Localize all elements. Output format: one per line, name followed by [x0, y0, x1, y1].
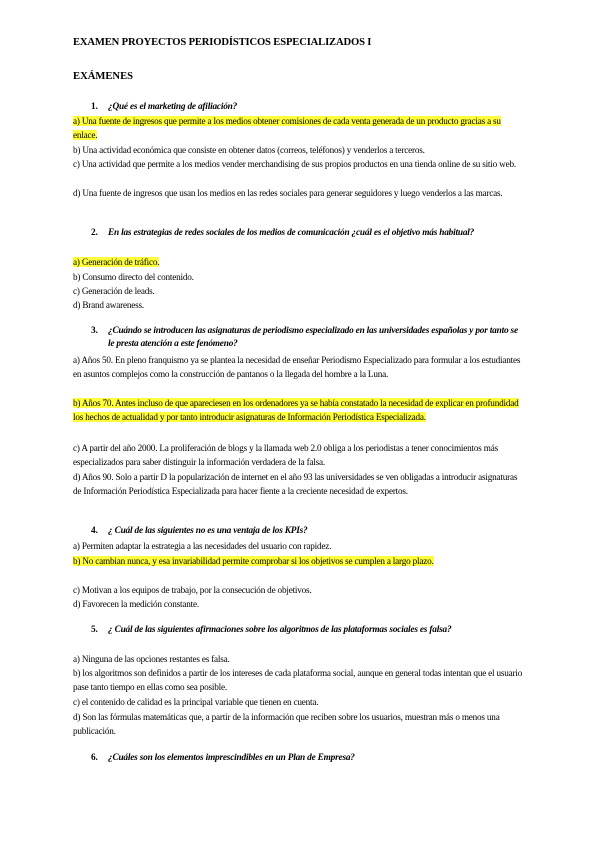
option-text: a) Permiten adaptar la estrategia a las necesidades del usuario con rapidez.: [73, 541, 332, 551]
question-2-option-c: [73, 284, 525, 298]
option-text: a) Generación de tráfico.: [73, 257, 160, 267]
question-number: 4.: [91, 526, 98, 536]
option-text: d) Una fuente de ingresos que usan los medios en las redes sociales para generar seguidores y luego venderlos a las marcas.: [73, 188, 503, 198]
question-5-option-d: [73, 710, 525, 739]
question-number: 3.: [91, 326, 98, 336]
question-3-heading: [91, 325, 523, 351]
option-text: c) Motivan a los equipos de trabajo, por la consecución de objetivos.: [73, 585, 312, 595]
section-title: EXÁMENES: [73, 71, 134, 82]
question-1-heading: [91, 101, 521, 114]
question-number: 5.: [91, 625, 98, 635]
question-3-option-b: [73, 396, 525, 425]
option-text: b) Consumo directo del contenido.: [73, 272, 194, 282]
question-1-option-a: [73, 114, 525, 143]
option-text: d) Años 90. Solo a partir D la popularización de internet en el año 93 las universidades se ven obligadas a introducir asignaturas de Información Periodística Especializada para hacer fiente a la creciente necesidad de expertos.: [73, 472, 518, 497]
question-text: En las estrategias de redes sociales de los medios de comunicación ¿cuál es el objetivo más habitual?: [108, 228, 475, 238]
option-text: b) No cambian nunca, y esa invariabilidad permite comprobar si los objetivos se cumplen a largo plazo.: [73, 556, 434, 566]
question-number: 2.: [91, 228, 98, 238]
question-2-option-b: [73, 270, 525, 284]
option-text: c) A partir del año 2000. La proliferación de blogs y la llamada web 2.0 obliga a los periodistas a tener conocimientos más especializados para saber distinguir la información verdadera de la falsa.: [73, 443, 498, 468]
option-text: d) Brand awareness.: [73, 300, 144, 310]
question-4-option-a: [73, 539, 525, 553]
option-text: c) Generación de leads.: [73, 286, 155, 296]
option-text: b) Una actividad económica que consiste en obtener datos (correos, teléfonos) y venderlos a terceros.: [73, 145, 425, 155]
option-text: c) el contenido de calidad es la principal variable que tienen en cuenta.: [73, 697, 319, 707]
question-text: ¿ Cuál de las siguientes no es una ventaja de los KPIs?: [108, 526, 308, 536]
question-2-option-a: [73, 255, 525, 269]
option-text: b) Años 70. Antes incluso de que apareciesen en los ordenadores ya se había constatado la necesidad de explicar en profundidad los hechos de actualidad y por tanto introducir asignaturas de Información Periodística Especializada.: [73, 398, 519, 423]
document-title: EXAMEN PROYECTOS PERIODÍSTICOS ESPECIALIZADOS I: [73, 37, 372, 48]
question-4-option-d: [73, 597, 525, 611]
question-5-option-c: [73, 695, 525, 709]
question-text: ¿Cuándo se introducen las asignaturas de periodismo especializado en las universidades españolas y por tanto se le presta atención a este fenómeno?: [108, 326, 518, 349]
option-text: d) Favorecen la medición constante.: [73, 599, 199, 609]
option-text: a) Una fuente de ingresos que permite a los medios obtener comisiones de cada venta generada de un producto gracias a su enlace.: [73, 116, 501, 141]
question-1-option-b: [73, 143, 525, 157]
question-text: ¿ Cuál de las siguientes afirmaciones sobre los algoritmos de las plataformas sociales es falsa?: [108, 625, 452, 635]
question-3-option-c: [73, 441, 525, 470]
question-4-option-b: [73, 554, 525, 568]
question-5-option-a: [73, 652, 525, 666]
question-5-heading: [91, 624, 523, 637]
question-number: 6.: [91, 753, 98, 763]
question-text: ¿Cuáles son los elementos imprescindibles en un Plan de Empresa?: [108, 753, 355, 763]
question-number: 1.: [91, 102, 98, 112]
question-4-heading: [91, 525, 521, 538]
option-text: b) los algoritmos son definidos a partir de los intereses de cada plataforma social, aunque en general todas intentan que el usuario pase tanto tiempo en ellas como sea posible.: [73, 668, 523, 693]
question-1-option-d: [73, 186, 525, 200]
option-text: a) Años 50. En pleno franquismo ya se plantea la necesidad de enseñar Periodismo Especializado para formular a los estudiantes en asuntos complejos como la construcción de pantanos o la llegada del hombre a la Luna.: [73, 355, 521, 380]
question-2-heading: [91, 227, 521, 240]
question-3-option-d: [73, 470, 525, 499]
question-text: ¿Qué es el marketing de afiliación?: [108, 102, 238, 112]
question-6-heading: [91, 752, 521, 765]
question-2-option-d: [73, 298, 525, 312]
question-1-option-c: [73, 157, 525, 171]
option-text: d) Son las fórmulas matemáticas que, a partir de la información que reciben sobre los usuarios, muestran más o menos una publicación.: [73, 712, 500, 737]
option-text: c) Una actividad que permite a los medios vender merchandising de sus propios productos en una tienda online de su sitio web.: [73, 159, 516, 169]
option-text: a) Ninguna de las opciones restantes es falsa.: [73, 654, 230, 664]
question-4-option-c: [73, 583, 525, 597]
question-3-option-a: [73, 353, 525, 382]
question-5-option-b: [73, 666, 525, 695]
